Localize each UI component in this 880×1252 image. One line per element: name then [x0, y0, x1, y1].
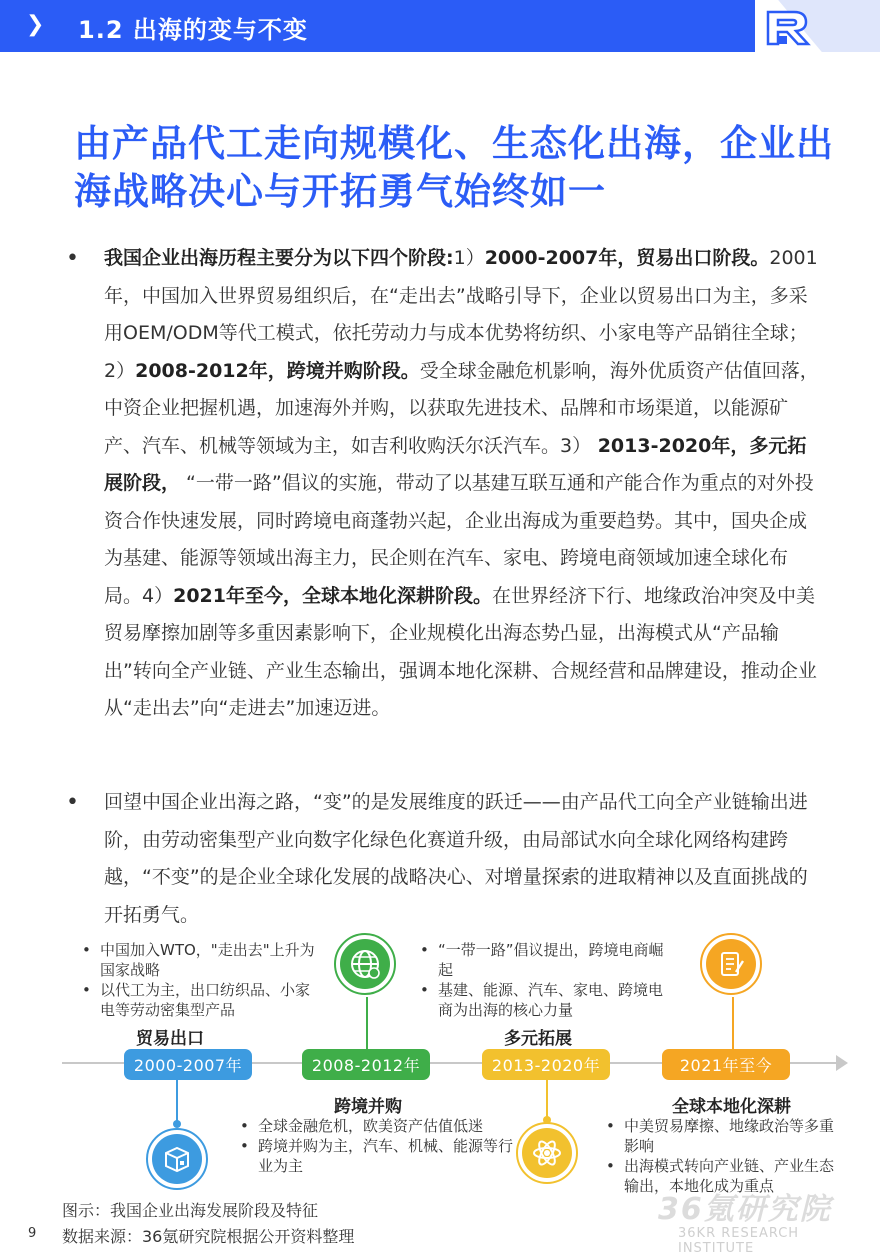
- stage-1-node: [173, 1120, 181, 1128]
- bold-text-run: 2000-2007年，贸易出口阶段。: [484, 247, 770, 269]
- text-run: 在世界经济下行、地缘政治冲突及中美贸易摩擦加剧等多重因素影响下，企业规模化出海态势凸显，出海模式从“产品输出”转向全产业链、产业生态输出，强调本地化深耕、合规经营和品牌建设，推动企业从“走出去”向“走进去”加速迈进。: [104, 584, 817, 719]
- stage-4-name: 全球本地化深耕: [672, 1097, 791, 1117]
- headline-line-2: 海战略决心与开拓勇气始终如一: [74, 170, 606, 213]
- period-pill-1: 2000-2007年: [124, 1049, 252, 1080]
- text-run: 2001年，中国加入世界贸易组织后，在“走出去”战略引导下，企业以贸易出口为主，多采用OEM/ODM等代工模式，依托劳动力与成本优势将纺织、小家电等产品销往全球；2）: [104, 247, 818, 382]
- text-run: 1）: [453, 247, 485, 269]
- figure-caption: 图示：我国企业出海发展阶段及特征: [62, 1201, 319, 1220]
- list-item: • 以代工为主，出口纺织品、小家电等劳动密集型产品: [80, 980, 320, 1020]
- atom-icon: [530, 1136, 564, 1170]
- stage-2-connector: [366, 997, 368, 1049]
- section-title: 1.2 出海的变与不变: [78, 16, 308, 44]
- period-pill-3: 2013-2020年: [482, 1049, 610, 1080]
- stage-2-icon-badge: [334, 933, 396, 995]
- data-source: 数据来源：36氪研究院根据公开资料整理: [62, 1227, 355, 1246]
- text-run: 受全球金融危机影响，海外优质资产估值回落，中资企业把握机遇，加速海外并购，以获取先进技术、品牌和市场渠道，以能源矿产、汽车、机械等领域为主，如吉利收购沃尔沃汽车。3）: [104, 359, 819, 457]
- bold-text-run: 2013-2020年，多元拓展阶段，: [104, 434, 807, 494]
- stage-2-points: [238, 1116, 524, 1176]
- page-headline: [74, 120, 834, 216]
- headline-line-1: 由产品代工走向规模化、生态化出海，企业出: [74, 122, 834, 165]
- list-item: • 基建、能源、汽车、家电、跨境电商为出海的核心力量: [418, 980, 668, 1020]
- stage-2-name: 跨境并购: [334, 1097, 402, 1117]
- bold-text-run: 我国企业出海历程主要分为以下四个阶段:: [104, 247, 454, 269]
- list-item: • 中国加入WTO，"走出去"上升为国家战略: [80, 940, 320, 980]
- notebook-pen-icon: [715, 948, 747, 980]
- stage-4-connector: [732, 997, 734, 1049]
- history-stages-paragraph: [104, 240, 824, 728]
- bullet-dot: •: [66, 790, 79, 815]
- stage-3-name: 多元拓展: [504, 1029, 572, 1049]
- chevron-right-icon: ❯: [26, 12, 45, 37]
- stage-1-points: [80, 940, 320, 1020]
- globe-icon: [348, 947, 382, 981]
- list-item: • 中美贸易摩擦、地缘政治等多重影响: [604, 1116, 840, 1156]
- page-number: 9: [28, 1226, 37, 1241]
- watermark-subtitle: 36KR RESEARCH INSTITUTE: [678, 1226, 800, 1252]
- stage-1-connector: [176, 1080, 178, 1124]
- list-item: • 跨境并购为主，汽车、机械、能源等行业为主: [238, 1136, 524, 1176]
- 36kr-r-logo-icon: [764, 8, 812, 46]
- text-run: “一带一路”倡议的实施，带动了以基建互联互通和产能合作为重点的对外投资合作快速发展，同时跨境电商蓬勃兴起，企业出海成为重要趋势。其中，国央企成为基建、能源等领域出海主力，民企则在汽车、家电、跨境电商领域加速全球化布局。4）: [104, 472, 814, 607]
- bold-text-run: 2021年至今，全球本地化深耕阶段。: [173, 584, 492, 607]
- list-item: • “一带一路”倡议提出，跨境电商崛起: [418, 940, 668, 980]
- period-pill-4: 2021年至今: [662, 1049, 790, 1080]
- stage-4-icon-badge: [700, 933, 762, 995]
- stage-3-points: [418, 940, 668, 1020]
- stage-1-name: 贸易出口: [136, 1029, 204, 1049]
- stage-1-icon-badge: [146, 1128, 208, 1190]
- arrow-right-icon: [836, 1055, 848, 1071]
- bold-text-run: 2008-2012年，跨境并购阶段。: [135, 359, 420, 382]
- list-item: • 出海模式转向产业链、产业生态输出，本地化成为重点: [604, 1156, 840, 1196]
- period-pill-2: 2008-2012年: [302, 1049, 430, 1080]
- box-package-icon: [161, 1143, 193, 1175]
- bullet-dot: •: [66, 246, 79, 271]
- page-header: [0, 0, 880, 52]
- stage-3-icon-badge: [516, 1122, 578, 1184]
- list-item: • 全球金融危机，欧美资产估值低迷: [238, 1116, 524, 1136]
- change-and-constant-paragraph: 回望中国企业出海之路，“变”的是发展维度的跃迁——由产品代工向全产业链输出进阶，由劳动密集型产业向数字化绿色化赛道升级，由局部试水向全球化网络构建跨越，“不变”的是企业全球化发展的战略决心、对增量探索的进取精神以及直面挑战的开拓勇气。: [104, 791, 808, 926]
- watermark-logo: 36氪研究院: [658, 1192, 832, 1227]
